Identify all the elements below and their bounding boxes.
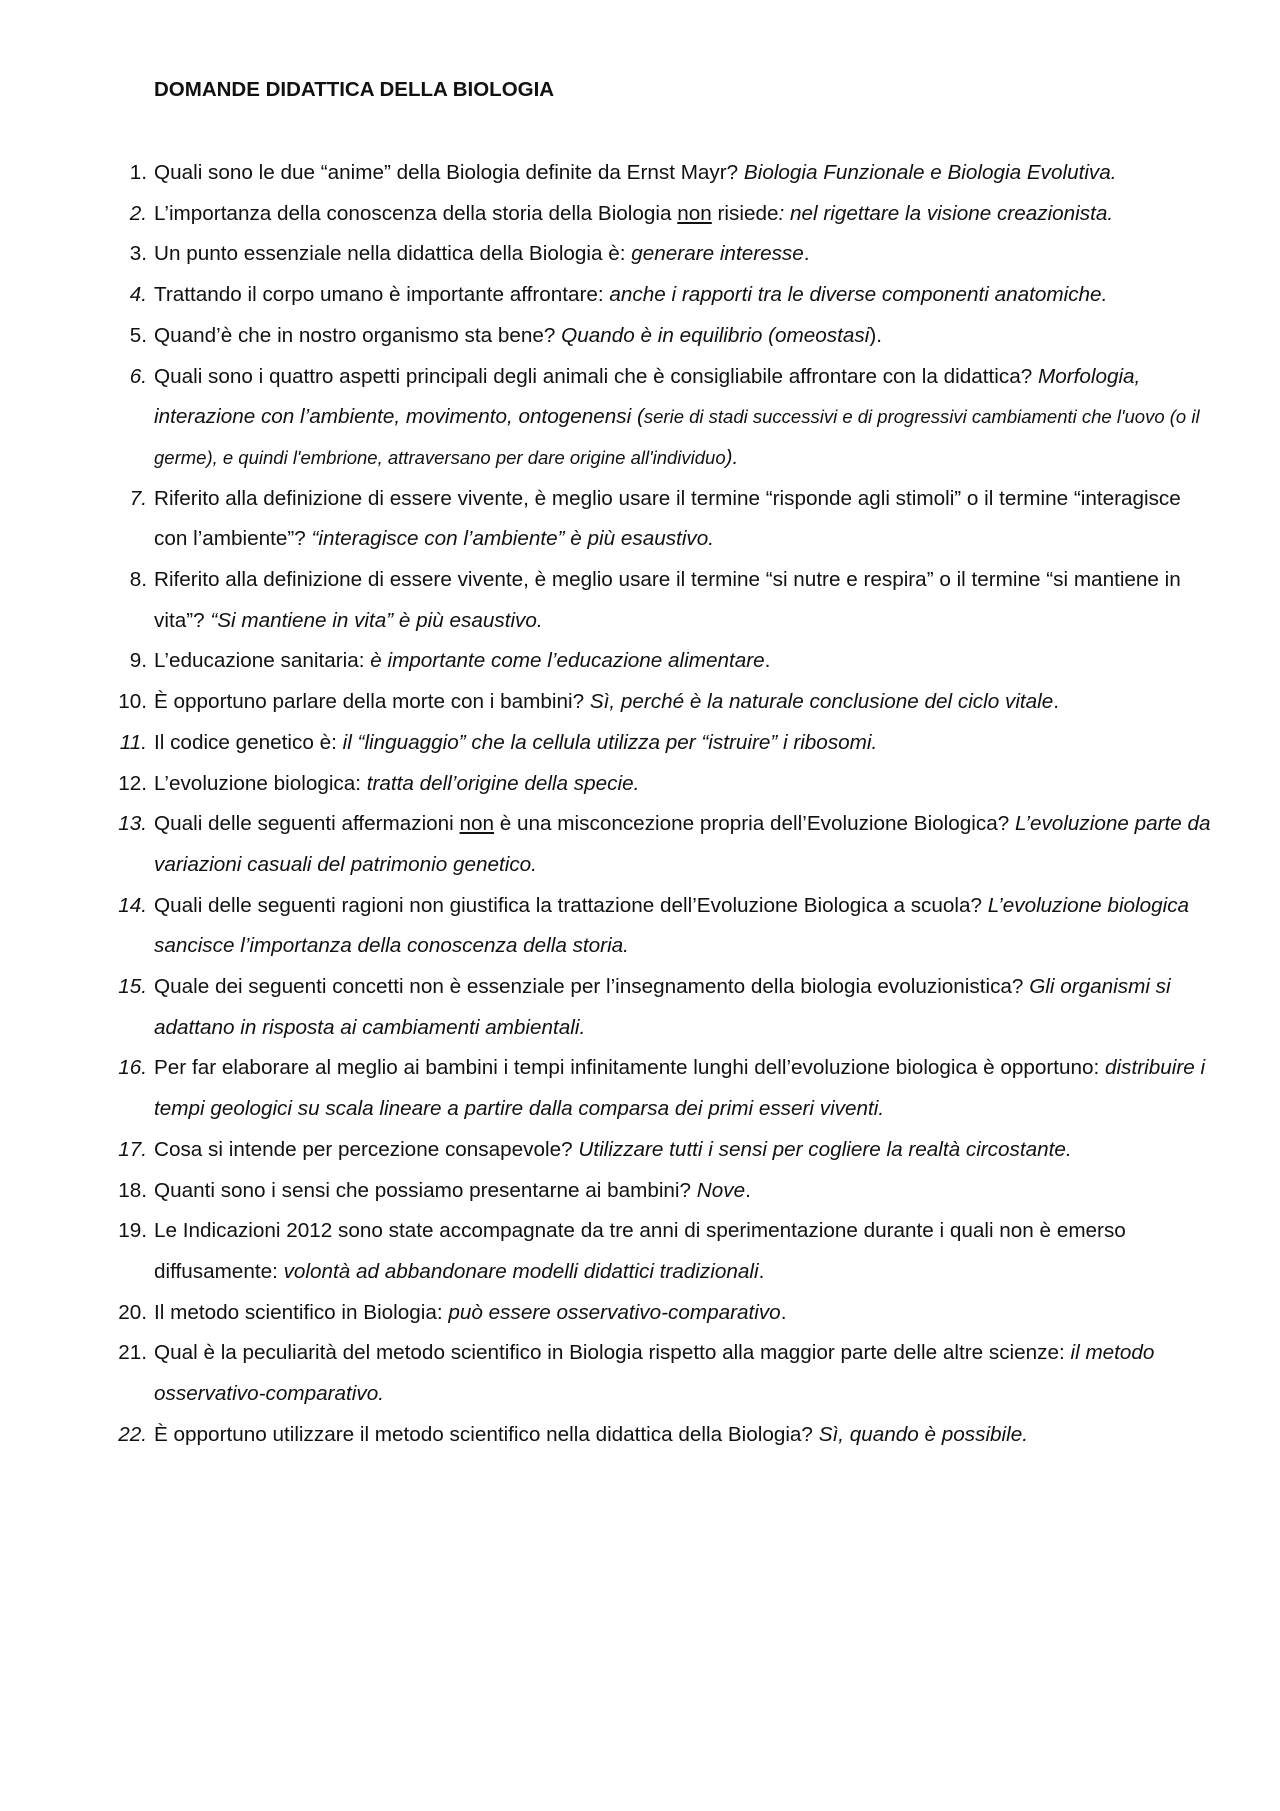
question-item <box>0 194 1213 235</box>
answer-text: L’evoluzione parte da variazioni casuali del patrimonio genetico. <box>154 812 1211 876</box>
question-text: Quali sono le due “anime” della Biologia definite da Ernst Mayr? <box>154 161 744 184</box>
question-number: 17. <box>118 1137 147 1161</box>
answer-tail: . <box>764 649 771 673</box>
answer-text: L’evoluzione biologica sancisce l’importanza della conoscenza della storia. <box>154 893 1190 958</box>
question-text: Quand’è che in nostro organismo sta bene? <box>154 323 562 347</box>
answer-tail: . <box>1053 690 1060 714</box>
question-number: 7. <box>129 486 147 510</box>
question-item <box>0 275 1213 316</box>
question-number: 2. <box>129 201 147 225</box>
question-text: L’educazione sanitaria: <box>154 649 371 673</box>
answer-tail: ). <box>869 323 882 347</box>
answer-text: distribuire i tempi geologici su scala lineare a partire dalla comparsa dei primi esseri viventi. <box>154 1056 1206 1121</box>
answer-text: Gli organismi si adattano in risposta ai cambiamenti ambientali. <box>154 975 1171 1039</box>
answer-tail: . <box>758 1259 765 1283</box>
answer-text: può essere osservativo-comparativo <box>448 1300 781 1324</box>
question-text: Il metodo scientifico in Biologia: <box>154 1300 449 1324</box>
answer-text: Biologia Funzionale e Biologia Evolutiva. <box>743 161 1117 184</box>
question-text: L’evoluzione biologica: <box>154 771 367 795</box>
question-item <box>0 967 1213 1048</box>
question-number: 21. <box>118 1341 147 1365</box>
question-item <box>0 234 1213 275</box>
question-number: 15. <box>118 975 147 999</box>
question-number: 10. <box>118 690 147 714</box>
question-number: 16. <box>118 1056 147 1080</box>
question-item <box>0 1415 1213 1456</box>
answer-text: Quando è in equilibrio (omeostasi <box>561 323 870 347</box>
question-text: Cosa si intende per percezione consapevole? <box>154 1137 579 1161</box>
question-text: È opportuno utilizzare il metodo scientifico nella didattica della Biologia? <box>154 1422 819 1446</box>
question-number: 19. <box>118 1219 147 1243</box>
question-item <box>0 641 1213 682</box>
question-text-end: risiede <box>711 201 779 225</box>
question-item <box>0 682 1213 723</box>
question-text: Un punto essenziale nella didattica della Biologia è: <box>154 242 632 266</box>
question-item <box>0 886 1213 967</box>
question-number: 20. <box>118 1300 147 1324</box>
question-text: Per far elaborare al meglio ai bambini i tempi infinitamente lunghi dell’evoluzione biologica è opportuno: <box>154 1056 1106 1080</box>
question-item <box>0 1333 1213 1414</box>
question-item <box>0 316 1213 357</box>
question-text-end: è una misconcezione propria dell’Evoluzione Biologica? <box>494 812 1015 836</box>
question-number: 8. <box>129 568 147 592</box>
question-item <box>0 357 1213 479</box>
question-item <box>0 479 1213 560</box>
underlined-word: non <box>677 201 712 225</box>
question-number: 22. <box>118 1422 147 1446</box>
question-list <box>0 153 1280 1456</box>
answer-text: il metodo osservativo-comparativo. <box>154 1341 1155 1406</box>
question-text: Quanti sono i sensi che possiamo presentarne ai bambini? <box>154 1178 697 1202</box>
answer-text: Utilizzare tutti i sensi per cogliere la realtà circostante. <box>578 1137 1072 1161</box>
question-number: 14. <box>118 893 147 917</box>
answer-text: “interagisce con l’ambiente” è più esaustivo. <box>311 527 715 551</box>
question-number: 13. <box>118 812 147 836</box>
question-text: Riferito alla definizione di essere vivente, è meglio usare il termine “si nutre e respira” o il termine “si mantiene in vita”? <box>154 568 1181 632</box>
question-item <box>0 560 1213 641</box>
question-item <box>0 1130 1213 1171</box>
answer-text: : nel rigettare la visione creazionista. <box>778 201 1114 225</box>
answer-text: Nove <box>696 1178 746 1202</box>
answer-text: tratta dell’origine della specie. <box>366 771 640 795</box>
question-text: Quali delle seguenti ragioni non giustifica la trattazione dell’Evoluzione Biologica a scuola? <box>154 893 988 917</box>
question-text: Quale dei seguenti concetti non è essenziale per l’insegnamento della biologia evoluzionistica? <box>154 975 1030 999</box>
answer-text: è importante come l’educazione alimentare <box>370 649 765 673</box>
underlined-word: non <box>459 812 495 836</box>
question-text: Il codice genetico è: <box>154 730 343 754</box>
question-number: 5. <box>129 323 147 347</box>
answer-text: Sì, perché è la naturale conclusione del ciclo vitale <box>589 690 1054 714</box>
question-number: 9. <box>129 649 147 673</box>
question-text: Qual è la peculiarità del metodo scientifico in Biologia rispetto alla maggior parte delle altre scienze: <box>154 1341 1071 1365</box>
document-title: DOMANDE DIDATTICA DELLA BIOLOGIA <box>154 78 555 101</box>
question-number: 12. <box>118 771 147 795</box>
question-text: È opportuno parlare della morte con i bambini? <box>154 690 590 714</box>
question-item <box>0 1048 1213 1129</box>
answer-text: Morfologia, interazione con l’ambiente, movimento, ontogenensi ( <box>154 364 1141 429</box>
answer-tail: . <box>780 1300 787 1324</box>
question-item <box>0 723 1213 764</box>
answer-definition: serie di stadi successivi e di progressivi cambiamenti che l'uovo (o il germe), e quindi l'embrione, attraversano per dare origine all'individuo <box>154 406 1200 468</box>
question-number: 6. <box>129 364 147 388</box>
question-item <box>0 764 1213 805</box>
answer-tail: . <box>745 1178 751 1202</box>
question-number: 4. <box>129 283 147 307</box>
question-item <box>0 153 1213 194</box>
question-text: Le Indicazioni 2012 sono state accompagnate da tre anni di sperimentazione durante i quali non è emerso diffusamente: <box>154 1219 1126 1283</box>
question-text: L’importanza della conoscenza della storia della Biologia <box>154 201 678 225</box>
answer-text: il “linguaggio” che la cellula utilizza per “istruire” i ribosomi. <box>342 730 878 754</box>
answer-text: anche i rapporti tra le diverse componenti anatomiche. <box>609 283 1108 307</box>
question-item <box>0 1211 1213 1292</box>
question-item <box>0 804 1213 885</box>
question-number: 18. <box>118 1178 147 1202</box>
question-text: Riferito alla definizione di essere vivente, è meglio usare il termine “risponde agli stimoli” o il termine “interagisce con l’ambiente”? <box>154 486 1181 551</box>
answer-text: volontà ad abbandonare modelli didattici tradizionali <box>283 1259 759 1283</box>
question-number: 1. <box>129 161 147 184</box>
question-text: Quali sono i quattro aspetti principali degli animali che è consigliabile affrontare con la didattica? <box>154 364 1038 388</box>
question-text: Trattando il corpo umano è importante affrontare: <box>154 283 610 307</box>
answer-text: “Si mantiene in vita” è più esaustivo. <box>210 608 543 632</box>
answer-tail: . <box>803 242 810 266</box>
question-item <box>0 1293 1213 1334</box>
question-number: 3. <box>129 242 147 266</box>
question-item <box>0 1171 1213 1212</box>
question-text: Quali delle seguenti affermazioni <box>154 812 460 836</box>
question-number: 11. <box>119 730 147 754</box>
answer-end: ). <box>725 445 739 469</box>
answer-text: generare interesse <box>631 242 804 266</box>
answer-text: Sì, quando è possibile. <box>818 1422 1029 1446</box>
